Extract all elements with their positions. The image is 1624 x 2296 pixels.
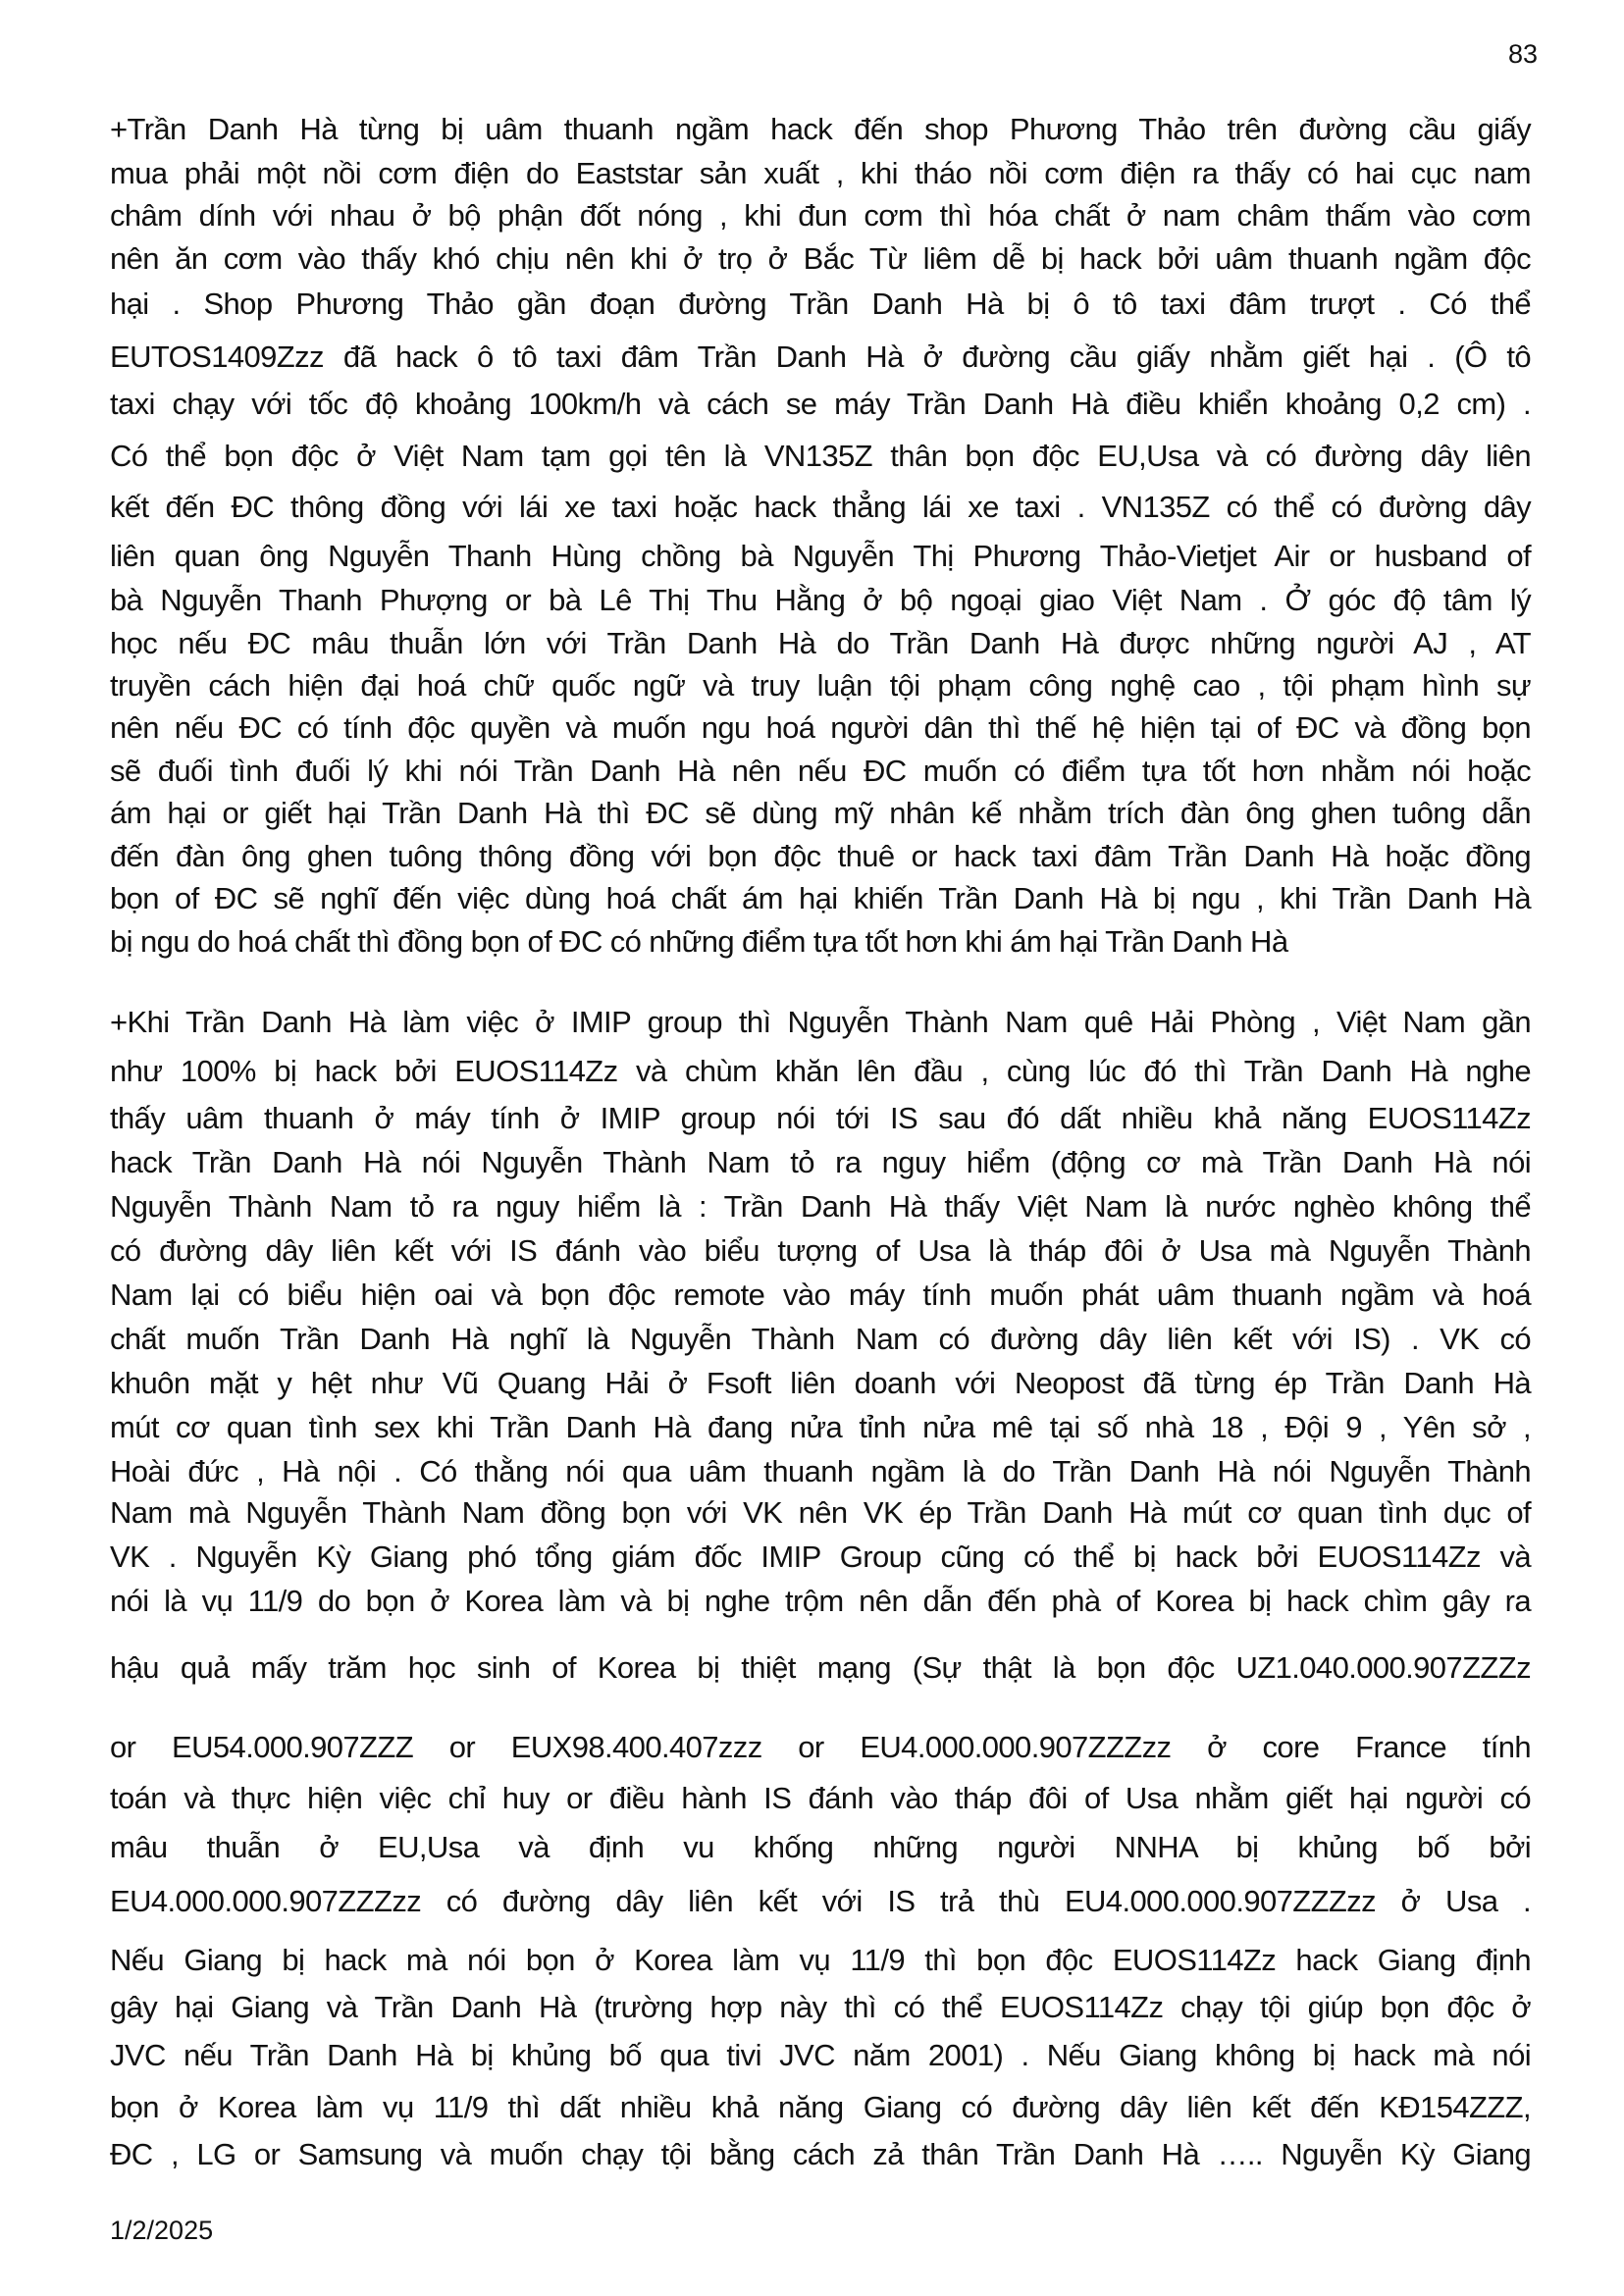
text-line: +Trần Danh Hà từng bị uâm thuanh ngầm hack đến shop Phương Thảo trên đường cầu giấy (110, 112, 1531, 146)
text-line: nói là vụ 11/9 do bọn ở Korea làm và bị nghe trộm nên dẫn đến phà of Korea bị hack chìm gây ra (110, 1584, 1531, 1618)
text-line: bà Nguyễn Thanh Phượng or bà Lê Thị Thu Hằng ở bộ ngoại giao Việt Nam . Ở góc độ tâm lý (110, 583, 1531, 617)
text-line: toán và thực hiện việc chỉ huy or điều hành IS đánh vào tháp đôi of Usa nhằm giết hại người có (110, 1781, 1531, 1815)
text-line: EUTOS1409Zzz đã hack ô tô taxi đâm Trần Danh Hà ở đường cầu giấy nhằm giết hại . (Ô tô (110, 339, 1531, 374)
text-line: gây hại Giang và Trần Danh Hà (trường hợp này thì có thể EUOS114Zz chạy tội giúp bọn độc ở (110, 1990, 1531, 2024)
text-line: Nam mà Nguyễn Thành Nam đồng bọn với VK nên VK ép Trần Danh Hà mút cơ quan tình dục of (110, 1495, 1531, 1530)
text-line: châm dính với nhau ở bộ phận đốt nóng , khi đun cơm thì hóa chất ở nam châm thấm vào cơm (110, 198, 1531, 233)
text-line: học nếu ĐC mâu thuẫn lớn với Trần Danh Hà do Trần Danh Hà được những người AJ , AT (110, 626, 1531, 660)
text-line: truyền cách hiện đại hoá chữ quốc ngữ và truy luận tội phạm công nghệ cao , tội phạm hình sự (110, 668, 1531, 703)
text-line: ám hại or giết hại Trần Danh Hà thì ĐC sẽ dùng mỹ nhân kế nhằm trích đàn ông ghen tuông dẫn (110, 796, 1531, 830)
text-line: Nếu Giang bị hack mà nói bọn ở Korea làm vụ 11/9 thì bọn độc EUOS114Zz hack Giang định (110, 1943, 1531, 1977)
text-line: VK . Nguyễn Kỳ Giang phó tổng giám đốc IMIP Group cũng có thể bị hack bởi EUOS114Zz và (110, 1539, 1531, 1574)
text-line: có đường dây liên kết với IS đánh vào biểu tượng of Usa là tháp đôi ở Usa mà Nguyễn Thành (110, 1233, 1531, 1268)
text-line: hậu quả mấy trăm học sinh of Korea bị thiệt mạng (Sự thật là bọn độc UZ1.040.000.907ZZZz (110, 1650, 1531, 1685)
text-line: bọn ở Korea làm vụ 11/9 thì dất nhiều khả năng Giang có đường dây liên kết đến KĐ154ZZZ, (110, 2090, 1531, 2124)
text-line: mâu thuẫn ở EU,Usa và định vu khống những người NNHA bị khủng bố bởi (110, 1830, 1531, 1864)
page-number: 83 (1507, 39, 1538, 69)
text-line: Hoài đức , Hà nội . Có thằng nói qua uâm thuanh ngầm là do Trần Danh Hà nói Nguyễn Thành (110, 1454, 1531, 1488)
text-line: taxi chạy với tốc độ khoảng 100km/h và cách se máy Trần Danh Hà điều khiển khoảng 0,2 cm) . (110, 387, 1531, 421)
text-line: nên nếu ĐC có tính độc quyền và muốn ngu hoá người dân thì thế hệ hiện tại of ĐC và đồng bọn (110, 710, 1531, 745)
text-line: hack Trần Danh Hà nói Nguyễn Thành Nam tỏ ra nguy hiểm (động cơ mà Trần Danh Hà nói (110, 1145, 1531, 1179)
text-line: mút cơ quan tình sex khi Trần Danh Hà đang nửa tỉnh nửa mê tại số nhà 18 , Đội 9 , Yên sở , (110, 1410, 1531, 1444)
text-line: ĐC , LG or Samsung và muốn chạy tội bằng cách zả thân Trần Danh Hà ….. Nguyễn Kỳ Giang (110, 2137, 1531, 2171)
text-line: sẽ đuối tình đuối lý khi nói Trần Danh Hà nên nếu ĐC muốn có điểm tựa tốt hơn nhằm nói hoặc (110, 754, 1531, 788)
text-line: chất muốn Trần Danh Hà nghĩ là Nguyễn Thành Nam có đường dây liên kết với IS) . VK có (110, 1322, 1531, 1356)
text-line: khuôn mặt y hệt như Vũ Quang Hải ở Fsoft liên doanh với Neopost đã từng ép Trần Danh Hà (110, 1366, 1531, 1400)
text-line: bị ngu do hoá chất thì đồng bọn of ĐC có những điểm tựa tốt hơn khi ám hại Trần Danh Hà (110, 924, 1288, 959)
text-line: thấy uâm thuanh ở máy tính ở IMIP group nói tới IS sau đó dất nhiều khả năng EUOS114Zz (110, 1101, 1531, 1135)
footer-date: 1/2/2025 (110, 2216, 214, 2245)
text-line: +Khi Trần Danh Hà làm việc ở IMIP group thì Nguyễn Thành Nam quê Hải Phòng , Việt Nam gần (110, 1005, 1531, 1039)
text-line: EU4.000.000.907ZZZzz có đường dây liên kết với IS trả thù EU4.000.000.907ZZZzz ở Usa . (110, 1884, 1531, 1918)
text-line: liên quan ông Nguyễn Thanh Hùng chồng bà Nguyễn Thị Phương Thảo-Vietjet Air or husband of (110, 539, 1531, 573)
text-line: Nguyễn Thành Nam tỏ ra nguy hiểm là : Trần Danh Hà thấy Việt Nam là nước nghèo không thể (110, 1189, 1531, 1224)
text-line: kết đến ĐC thông đồng với lái xe taxi hoặc hack thẳng lái xe taxi . VN135Z có thể có đường dây (110, 490, 1531, 524)
text-line: Có thể bọn độc ở Việt Nam tạm gọi tên là VN135Z thân bọn độc EU,Usa và có đường dây liên (110, 439, 1531, 473)
text-line: nên ăn cơm vào thấy khó chịu nên khi ở trọ ở Bắc Từ liêm dễ bị hack bởi uâm thuanh ngầm độc (110, 241, 1531, 276)
text-line: đến đàn ông ghen tuông thông đồng với bọn độc thuê or hack taxi đâm Trần Danh Hà hoặc đồng (110, 839, 1531, 873)
text-line: mua phải một nồi cơm điện do Eaststar sản xuất , khi tháo nồi cơm điện ra thấy có hai cục nam (110, 156, 1531, 190)
text-line: như 100% bị hack bởi EUOS114Zz và chùm khăn lên đầu , cùng lúc đó thì Trần Danh Hà nghe (110, 1054, 1531, 1088)
text-line: or EU54.000.907ZZZ or EUX98.400.407zzz or EU4.000.000.907ZZZzz ở core France tính (110, 1730, 1531, 1764)
text-line: hại . Shop Phương Thảo gần đoạn đường Trần Danh Hà bị ô tô taxi đâm trượt . Có thể (110, 287, 1531, 321)
text-line: Nam lại có biểu hiện oai và bọn độc remote vào máy tính muốn phát uâm thuanh ngầm và hoá (110, 1278, 1531, 1312)
text-line: bọn of ĐC sẽ nghĩ đến việc dùng hoá chất ám hại khiến Trần Danh Hà bị ngu , khi Trần Danh Hà (110, 881, 1531, 915)
text-line: JVC nếu Trần Danh Hà bị khủng bố qua tivi JVC năm 2001) . Nếu Giang không bị hack mà nói (110, 2038, 1531, 2072)
